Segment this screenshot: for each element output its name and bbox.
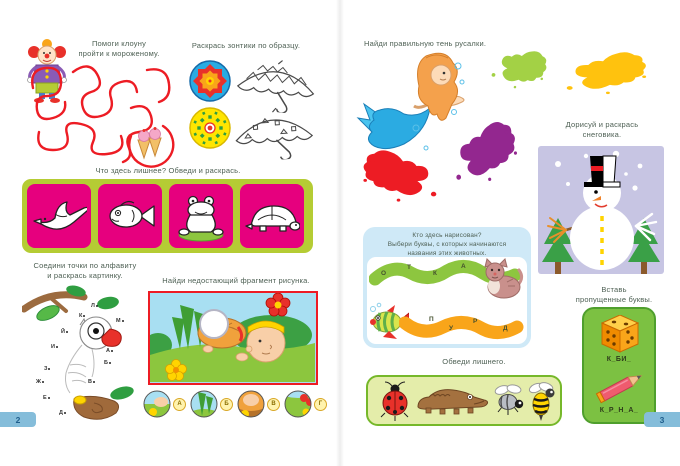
ribbon-letter: Д	[503, 325, 508, 332]
ice-cream-icon	[138, 127, 161, 158]
turtle-icon	[244, 188, 300, 244]
option-label: Б	[220, 398, 233, 411]
mermaid-illustration	[356, 48, 471, 163]
fly-icon	[494, 384, 523, 415]
ribbon-letter: П	[429, 316, 434, 323]
shadow-yellow	[567, 52, 646, 94]
dot-letter: К	[79, 314, 85, 319]
page-fold	[336, 0, 344, 466]
odd-one-strip	[22, 179, 313, 253]
dot-letter: Л	[91, 304, 98, 309]
snowman-picture	[538, 146, 664, 274]
ribbon-letter: Т	[407, 264, 411, 271]
outline-umbrella-2	[230, 105, 319, 163]
dot-letter: Б	[104, 361, 111, 366]
dot-letter: В	[88, 380, 95, 385]
umbrella-top-sample-1	[188, 59, 232, 103]
dot-letter: И	[51, 345, 58, 350]
fragment-option-icon	[190, 390, 218, 418]
dot-letter: Д	[59, 411, 66, 416]
page-number-left: 2	[0, 412, 36, 427]
ribbon-letter: У	[449, 325, 454, 332]
who-title-3: названия этих животных.	[407, 250, 487, 257]
page-number-right: 3	[644, 412, 680, 427]
fragment-scene	[150, 293, 315, 382]
maze-title: Помоги клоуну пройти к мороженому.	[78, 39, 160, 58]
odd-one-title: Что здесь лишнее? Обведи и раскрась.	[95, 166, 241, 175]
dot-letter: З	[44, 367, 50, 372]
dot-letter: Й	[61, 330, 68, 335]
ladybug-icon	[381, 382, 408, 421]
missing-fragment-hole	[200, 310, 228, 338]
fragment-option	[190, 390, 233, 418]
who-canvas	[367, 257, 527, 344]
shadow-green	[490, 42, 551, 96]
dot-letter: М	[116, 319, 124, 324]
fragment-option	[284, 390, 327, 418]
fragment-option-icon	[143, 390, 171, 418]
fragment-title: Найди недостающий фрагмент рисунка.	[162, 276, 310, 285]
dot-letter: Ж	[36, 380, 44, 385]
fragment-picture	[148, 291, 318, 385]
bee-icon	[528, 381, 555, 421]
fish-icon	[102, 188, 158, 244]
dot-letter: Е	[43, 396, 50, 401]
who-title-1: Кто здесь нарисован?	[412, 232, 482, 239]
maze-puzzle	[27, 58, 177, 168]
odd-insect-title: Обведи лишнего.	[442, 357, 506, 366]
dot-letter: А	[106, 349, 113, 354]
tile-fish	[98, 184, 162, 248]
umbrella-top-sample-2	[188, 106, 232, 150]
tile-frog	[169, 184, 233, 248]
fragment-option	[237, 390, 280, 418]
dice-icon	[600, 315, 640, 353]
parrot-illustration	[22, 281, 144, 441]
insect-strip	[366, 375, 562, 426]
cat-icon	[477, 258, 525, 300]
word-cube: К_БИ_	[606, 356, 632, 363]
fragment-option-icon	[284, 390, 312, 418]
connect-dots-title: Соедини точки по алфавиту и раскрась картинку.	[33, 261, 137, 280]
shadow-title: Найди правильную тень русалки.	[364, 39, 487, 48]
fragment-option-icon	[237, 390, 265, 418]
word-pencil: К_Р_Н_А_	[599, 407, 639, 414]
option-label: А	[173, 398, 186, 411]
frog-icon	[173, 188, 229, 244]
option-label: В	[267, 398, 280, 411]
insect-row	[368, 377, 560, 424]
crocodile-icon	[418, 390, 488, 414]
pencil-icon	[594, 369, 646, 405]
tile-turtle	[240, 184, 304, 248]
option-label: Г	[314, 398, 327, 411]
who-box	[363, 227, 531, 348]
ribbon-letter: Р	[473, 318, 478, 325]
bird-icon	[31, 188, 87, 244]
insert-letters-box	[582, 307, 656, 424]
fragment-option	[143, 390, 186, 418]
ribbon-letter: А	[461, 263, 466, 270]
insert-letters-title: Вставь пропущенные буквы.	[575, 285, 653, 304]
dot-to-dot-parrot	[22, 281, 144, 441]
ribbon-letter: К	[433, 270, 437, 277]
fragment-options	[143, 389, 329, 419]
umbrella-title: Раскрась зонтики по образцу.	[191, 41, 301, 50]
ribbon-letter: О	[381, 270, 387, 277]
tile-bird	[27, 184, 91, 248]
snowman-title: Дорисуй и раскрась снеговика.	[565, 120, 639, 139]
who-title-2: Выбери буквы, с которых начинаются	[387, 241, 507, 248]
